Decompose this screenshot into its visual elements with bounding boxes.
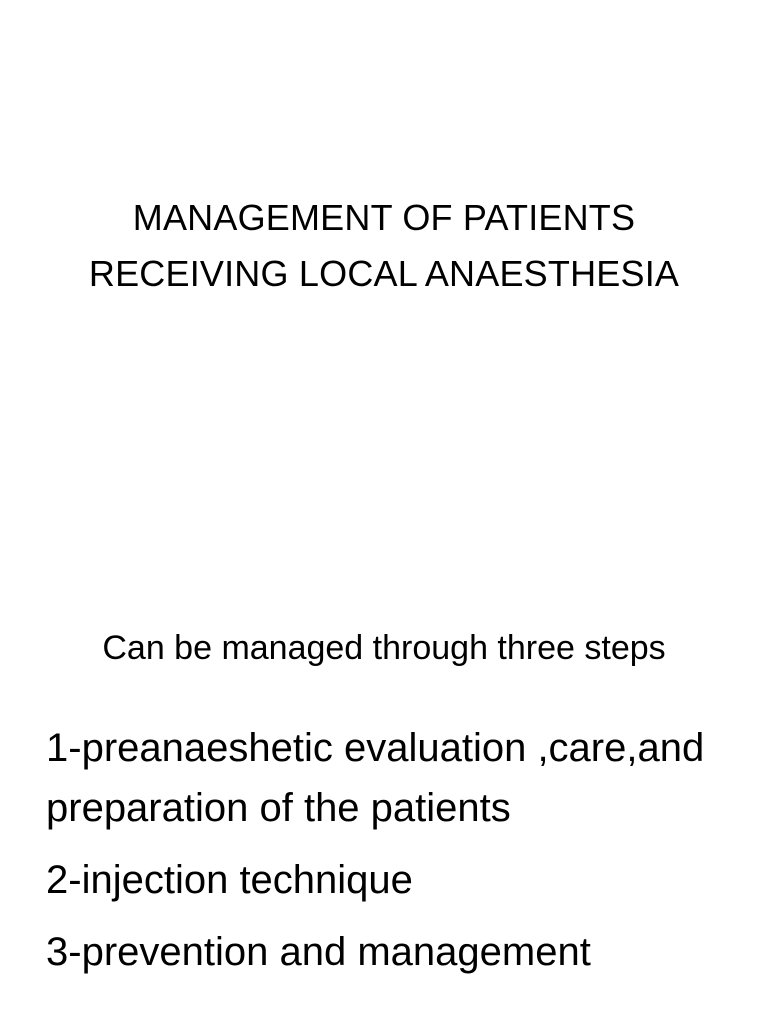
- list-item-step-3: 3-prevention and management: [46, 930, 591, 974]
- title-line-2: RECEIVING LOCAL ANAESTHESIA: [88, 253, 680, 294]
- steps-list: [46, 718, 746, 994]
- page-title: [0, 190, 768, 302]
- title-line-1: MANAGEMENT OF PATIENTS: [132, 197, 636, 238]
- subtitle: Can be managed through three steps: [102, 629, 666, 667]
- list-item-step-1: 1-preanaeshetic evaluation ,care,and preparation of the patients: [46, 726, 705, 830]
- list-item-step-2: 2-injection technique: [46, 858, 413, 902]
